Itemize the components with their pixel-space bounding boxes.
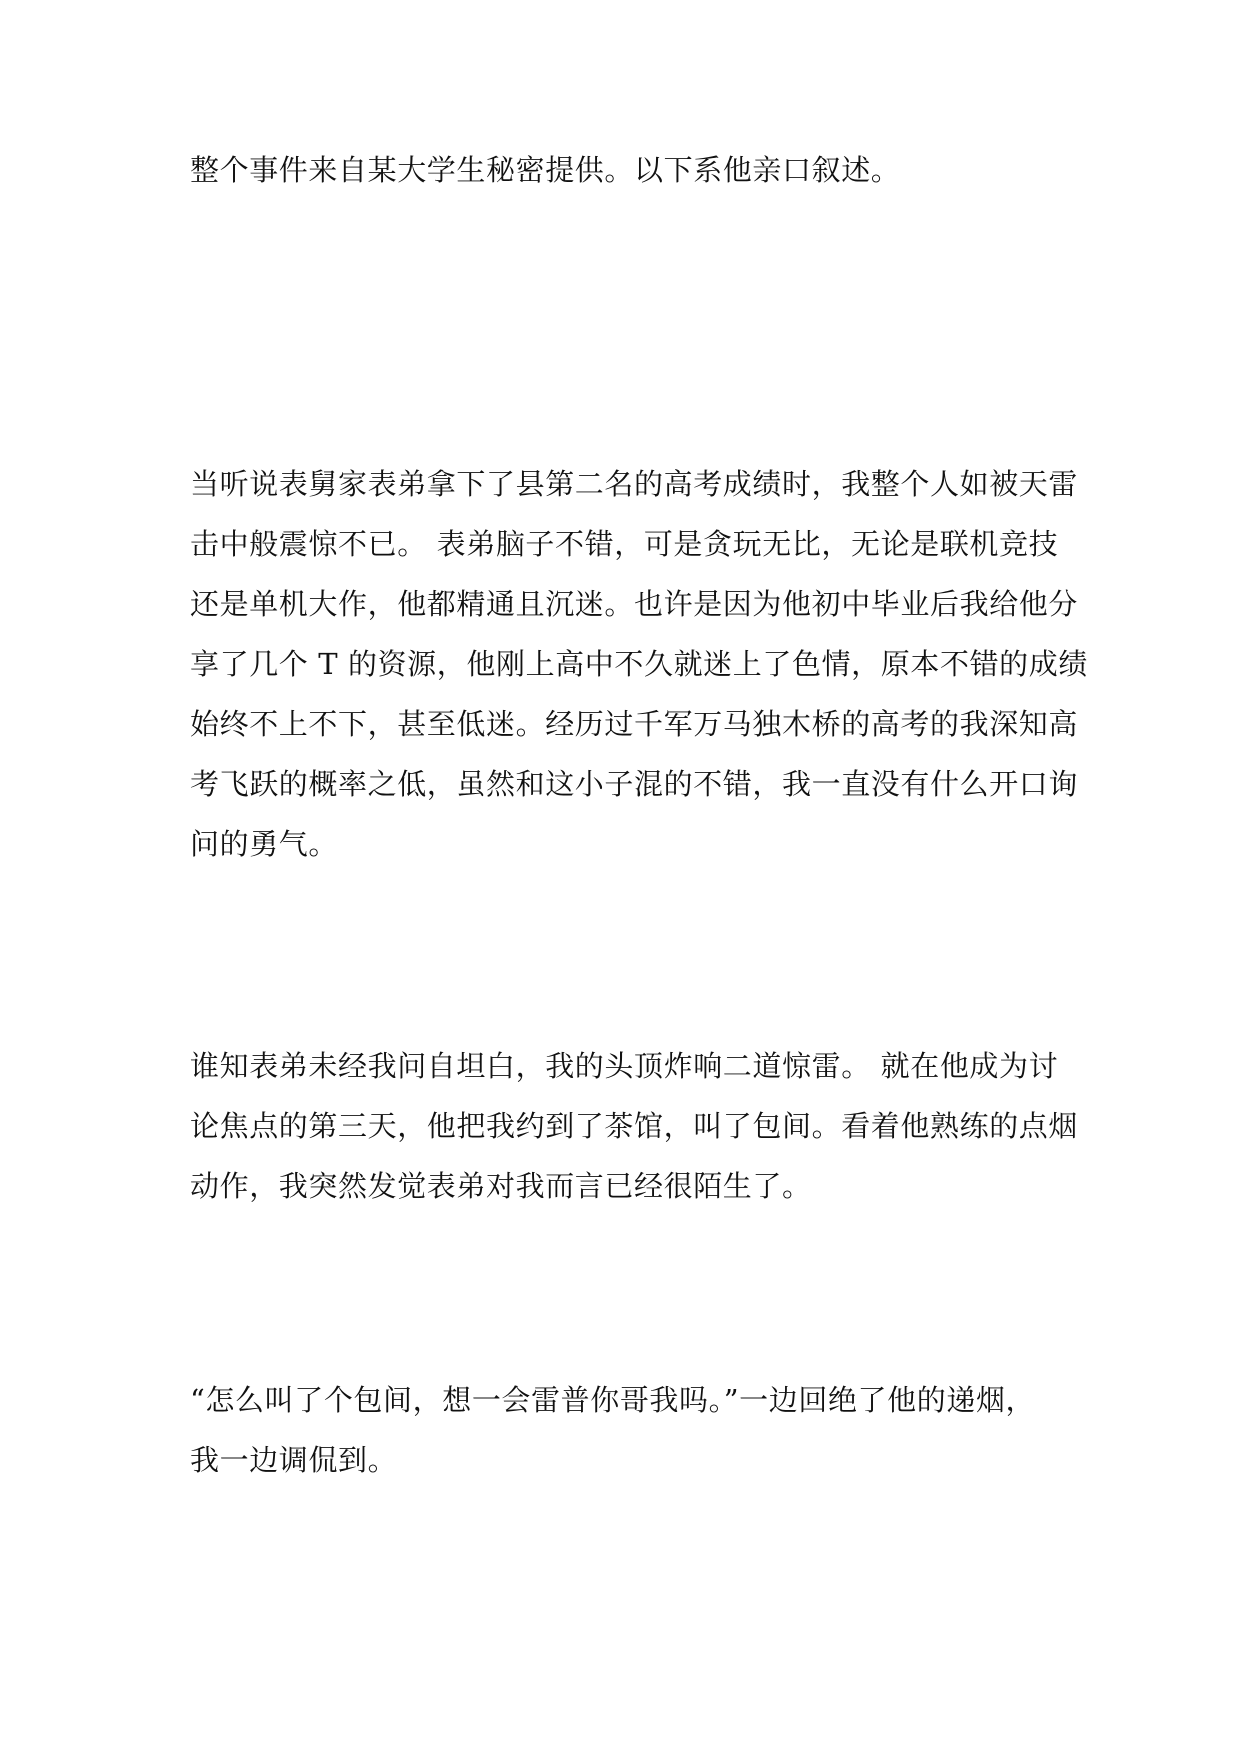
paragraph-intro: [190, 140, 1060, 200]
text-line: 当听说表舅家表弟拿下了县第二名的高考成绩时，我整个人如被天雷: [190, 467, 1079, 501]
text-line: “怎么叫了个包间，想一会雷普你哥我吗。”一边回绝了他的递烟，: [190, 1383, 1036, 1417]
text-line: 谁知表弟未经我问自坦白，我的头顶炸响二道惊雷。 就在他成为讨: [190, 1049, 1059, 1083]
text-line: 享了几个 T 的资源，他刚上高中不久就迷上了色情，原本不错的成绩: [190, 647, 1088, 681]
text-line: 击中般震惊不已。 表弟脑子不错，可是贪玩无比，无论是联机竞技: [190, 527, 1059, 561]
text-line: 论焦点的第三天，他把我约到了茶馆，叫了包间。看着他熟练的点烟: [190, 1109, 1079, 1143]
paragraph-dialogue: [190, 1370, 1060, 1490]
text-line: 问的勇气。: [190, 827, 339, 861]
text-line: 动作，我突然发觉表弟对我而言已经很陌生了。: [190, 1169, 812, 1203]
text-line: 整个事件来自某大学生秘密提供。以下系他亲口叙述。: [190, 153, 901, 187]
text-line: 我一边调侃到。: [190, 1443, 398, 1477]
text-line: 考飞跃的概率之低，虽然和这小子混的不错，我一直没有什么开口询: [190, 767, 1079, 801]
paragraph-teahouse: [190, 1036, 1079, 1216]
text-line: 还是单机大作，他都精通且沉迷。也许是因为他初中毕业后我给他分: [190, 587, 1079, 621]
text-line: 始终不上不下，甚至低迷。经历过千军万马独木桥的高考的我深知高: [190, 707, 1079, 741]
paragraph-cousin-exam: [190, 454, 1088, 874]
